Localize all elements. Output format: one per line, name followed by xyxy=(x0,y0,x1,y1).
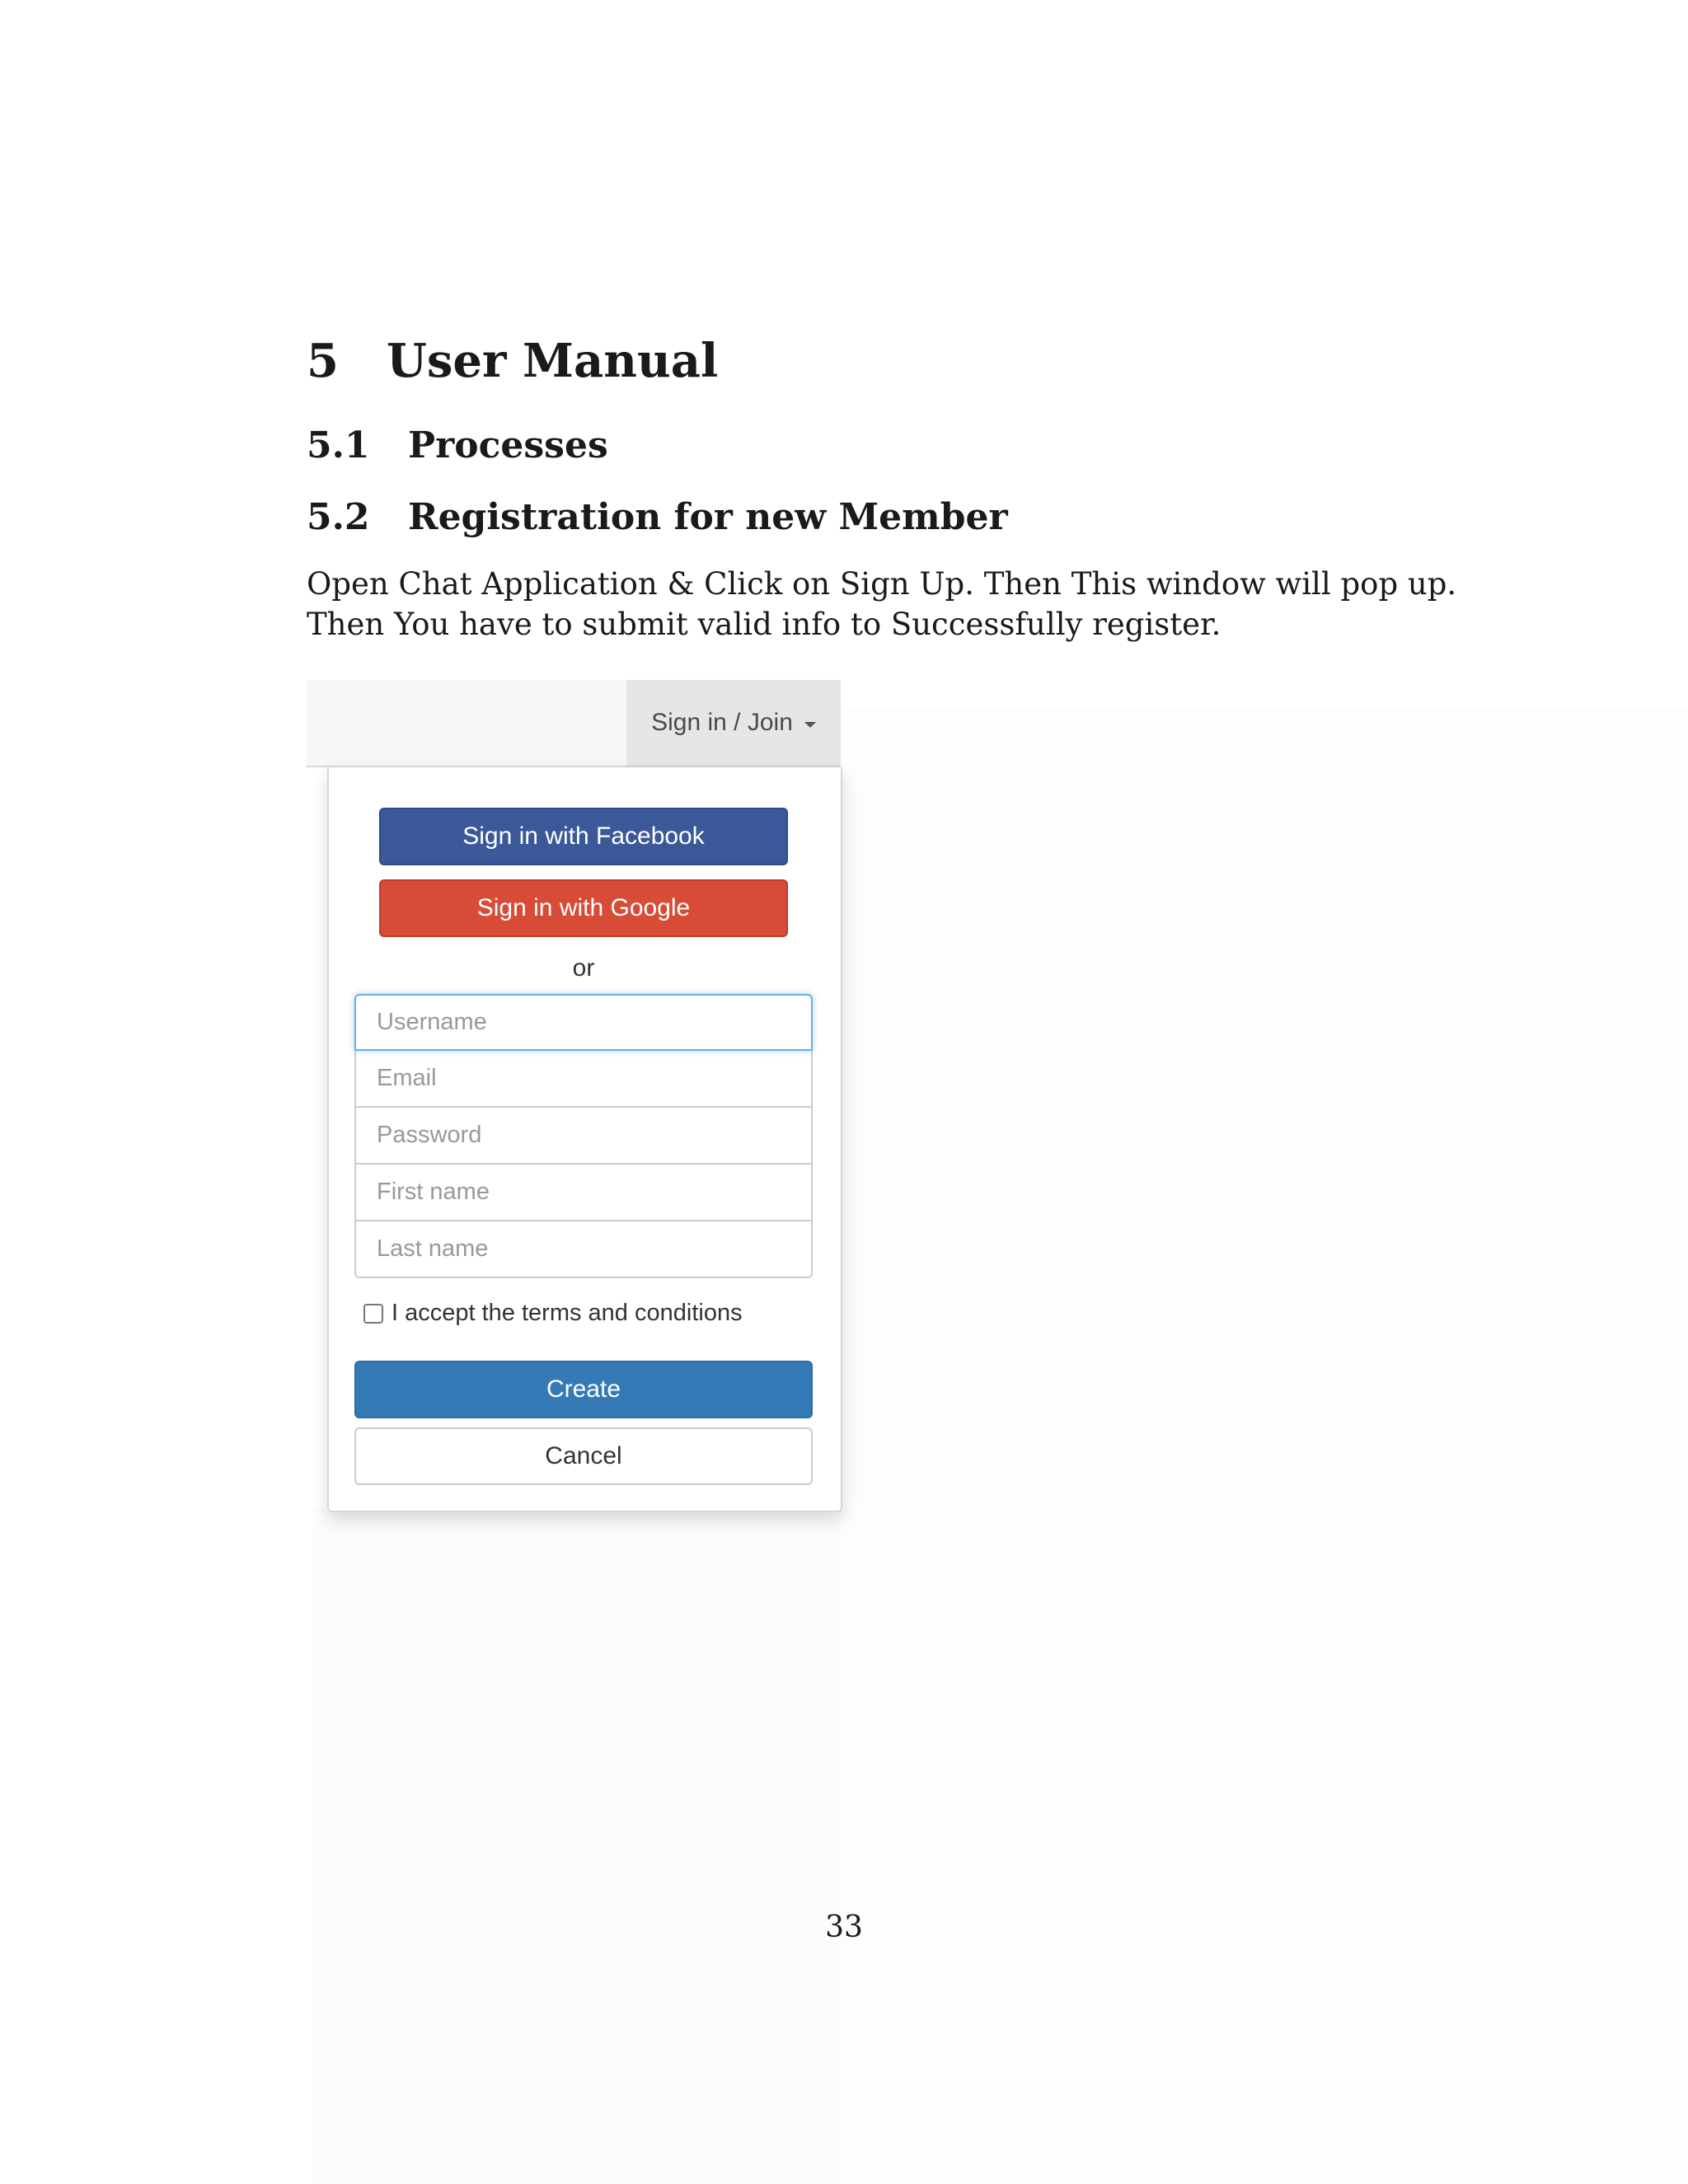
figure-background-right xyxy=(841,709,1688,2184)
section-title: User Manual xyxy=(387,334,719,388)
section-number: 5 xyxy=(307,334,339,388)
sign-in-join-dropdown-toggle[interactable] xyxy=(626,680,841,767)
sign-in-facebook-button[interactable]: Sign in with Facebook xyxy=(379,808,788,865)
terms-label: I accept the terms and conditions xyxy=(392,1300,743,1326)
terms-checkbox[interactable] xyxy=(363,1304,383,1324)
page-number: 33 xyxy=(825,1910,863,1944)
sign-in-google-button[interactable]: Sign in with Google xyxy=(379,879,788,937)
first-name-input[interactable]: First name xyxy=(354,1165,813,1221)
password-input[interactable]: Password xyxy=(354,1108,813,1165)
subsection-title: Registration for new Member xyxy=(408,496,1008,538)
email-input[interactable]: Email xyxy=(354,1051,813,1108)
last-name-input[interactable]: Last name xyxy=(354,1221,813,1278)
subsection-number: 5.1 xyxy=(307,424,370,466)
or-separator: or xyxy=(572,954,595,982)
body-paragraph-line-2: Then You have to submit valid info to Successfully register. xyxy=(307,607,1221,642)
create-button[interactable]: Create xyxy=(354,1361,813,1418)
terms-checkbox-row[interactable] xyxy=(363,1300,743,1327)
username-input[interactable]: Username xyxy=(354,994,813,1051)
subsection-title: Processes xyxy=(408,424,608,466)
body-paragraph-line-1: Open Chat Application & Click on Sign Up. Then This window will pop up. xyxy=(307,566,1457,602)
subsection-heading-processes xyxy=(307,424,608,466)
section-heading xyxy=(307,334,718,388)
subsection-number: 5.2 xyxy=(307,496,370,538)
sign-in-join-label: Sign in / Join xyxy=(651,709,793,736)
caret-down-icon xyxy=(804,722,816,728)
subsection-heading-registration xyxy=(307,496,1008,538)
cancel-button[interactable]: Cancel xyxy=(354,1427,813,1485)
